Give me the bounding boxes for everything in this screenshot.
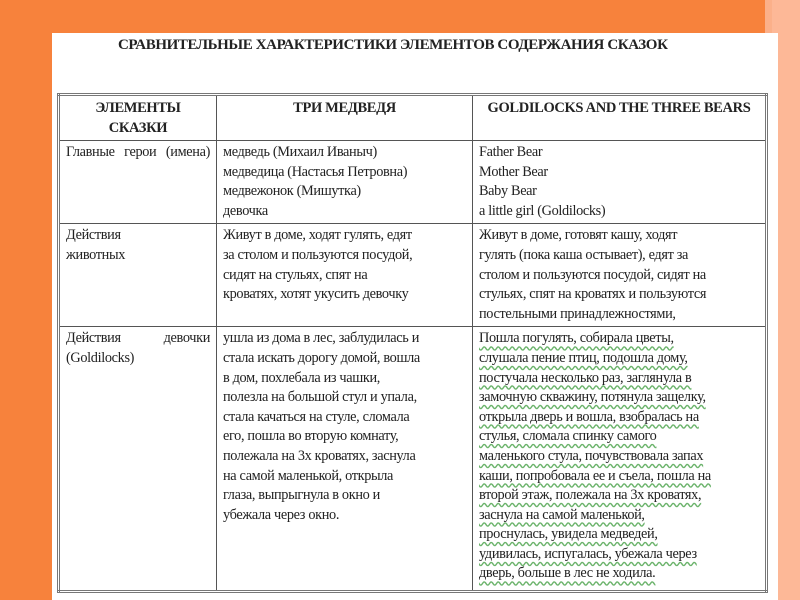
cell-line: a little girl (Goldilocks) [479, 202, 606, 219]
cell-line: гулять (пока каша остывает), едят за [479, 246, 688, 263]
cell-line: глаза, выпрыгнула в окно и [223, 487, 380, 504]
cell-line: убежала через окно. [223, 506, 340, 523]
cell-line: столом и пользуются посудой, сидят на [479, 266, 706, 283]
cell-line: полезла на большой стул и упала, [223, 389, 417, 406]
cell-line: Father Bear [479, 144, 543, 160]
cell-line: ушла из дома в лес, заблудилась и [223, 330, 419, 347]
header-elements: ЭЛЕМЕНТЫ СКАЗКИ [59, 95, 217, 141]
cell-line: второй этаж, полежала на 3х кроватях, [479, 487, 702, 504]
cell-line: проснулась, увидела медведей, [479, 526, 658, 543]
cell-line: стулья, сломала спинку самого [479, 428, 657, 445]
table-row [59, 224, 767, 327]
row-label-text: Действия животных [66, 227, 125, 263]
cell-en [473, 224, 767, 327]
cell-line: постельными принадлежностями, [479, 305, 676, 322]
cell-line: медвежонок (Мишутка) [223, 183, 361, 200]
cell-line: за столом и пользуются посудой, [223, 246, 413, 263]
cell-line: Живут в доме, готовят кашу, ходят [479, 227, 678, 244]
table-row [59, 327, 767, 592]
cell-line: стала качаться на стуле, сломала [223, 408, 410, 425]
cell-line: медведь (Михаил Иваныч) [223, 144, 377, 160]
cell-ru [217, 327, 473, 592]
cell-line: стала искать дорогу домой, вошла [223, 349, 420, 366]
cell-line: постучала несколько раз, заглянула в [479, 369, 692, 386]
cell-line: кроватях, хотят укусить девочку [223, 286, 409, 303]
cell-ru [217, 224, 473, 327]
cell-line: Живут в доме, ходят гулять, едят [223, 227, 412, 244]
cell-line: замочную скважину, потянула защелку, [479, 389, 706, 406]
row-label [59, 224, 217, 327]
cell-line: стульях, спят на кроватях и пользуются [479, 286, 707, 303]
cell-en [473, 141, 767, 224]
cell-line: слушала пение птиц, подошла дому, [479, 349, 688, 366]
cell-line: маленького стула, почувствовала запах [479, 447, 704, 464]
cell-line: открыла дверь и вошла, взобралась на [479, 408, 699, 425]
row-label: Главные герои (имена) [59, 141, 217, 224]
cell-en [473, 327, 767, 592]
comparison-table [57, 93, 768, 593]
slide-panel [52, 33, 778, 600]
header-goldilocks: GOLDILOCKS AND THE THREE BEARS [473, 95, 767, 141]
table-header-row [59, 95, 767, 141]
cell-line: Пошла погулять, собирала цветы, [479, 330, 674, 347]
cell-line: удивилась, испугалась, убежала через [479, 545, 697, 562]
cell-line: полежала на 3х кроватях, заснула [223, 447, 416, 464]
cell-line: на самой маленькой, открыла [223, 467, 394, 484]
cell-line: его, пошла во вторую комнату, [223, 428, 399, 445]
cell-line: девочка [223, 202, 268, 219]
cell-line: каши, попробовала ее и съела, пошла на [479, 467, 711, 484]
slide-title: СРАВНИТЕЛЬНЫЕ ХАРАКТЕРИСТИКИ ЭЛЕМЕНТОВ СОДЕРЖАНИЯ СКАЗОК [118, 37, 668, 53]
cell-line: заснула на самой маленькой, [479, 506, 645, 523]
cell-line: сидят на стульях, спят на [223, 266, 368, 283]
cell-line: в дом, похлебала из чашки, [223, 369, 381, 386]
cell-line: дверь, больше в лес не ходила. [479, 565, 656, 582]
row-label: Действия девочки (Goldilocks) [59, 327, 217, 592]
header-three-bears: ТРИ МЕДВЕДЯ [217, 95, 473, 141]
cell-line: Baby Bear [479, 183, 537, 200]
table-row [59, 141, 767, 224]
cell-ru [217, 141, 473, 224]
cell-line: медведица (Настасья Петровна) [223, 163, 408, 180]
cell-line: Mother Bear [479, 163, 548, 180]
